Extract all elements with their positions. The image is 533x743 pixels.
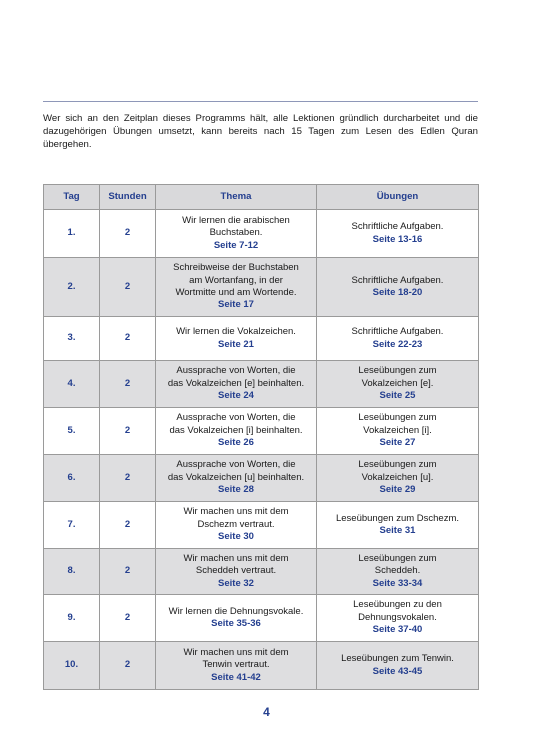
- topic-page-reference: Seite 35-36: [211, 618, 261, 629]
- topic-text-line: Wir lernen die arabischen: [182, 214, 290, 226]
- topic-text-line: Schreibweise der Buchstaben: [173, 262, 299, 274]
- exercise-text-line: Leseübungen zum: [358, 459, 437, 471]
- cell-exercises: [317, 502, 479, 549]
- cell-hours: 2: [100, 210, 156, 258]
- exercise-text-line: Leseübungen zum Tenwin.: [341, 653, 454, 665]
- table-row: [44, 595, 479, 642]
- cell-hours: 2: [100, 502, 156, 549]
- cell-day: 8.: [44, 549, 100, 595]
- topic-text-line: das Vokalzeichen [i] beinhalten.: [169, 424, 303, 436]
- cell-exercises: [317, 408, 479, 455]
- exercise-page-reference: Seite 27: [379, 437, 416, 449]
- cell-exercises: [317, 258, 479, 317]
- table-row: [44, 361, 479, 408]
- cell-topic: [156, 210, 317, 258]
- column-header-topic: Thema: [156, 185, 317, 210]
- cell-exercises: [317, 361, 479, 408]
- table-row: [44, 642, 479, 690]
- cell-exercises: [317, 210, 479, 258]
- topic-text-line: Wir lernen die Vokalzeichen.: [176, 326, 296, 338]
- exercise-text-line: Leseübungen zum: [358, 412, 437, 424]
- cell-hours: 2: [100, 317, 156, 361]
- table-row: [44, 408, 479, 455]
- exercise-page-reference: Seite 37-40: [372, 624, 423, 636]
- topic-text-line: Buchstaben.: [209, 227, 263, 239]
- cell-exercises: [317, 549, 479, 595]
- topic-text-line: Dschezm vertraut.: [197, 518, 275, 530]
- top-divider: [43, 101, 478, 102]
- table-row: [44, 258, 479, 317]
- intro-paragraph: Wer sich an den Zeitplan dieses Programms hält, alle Lektionen gründlich durcharbeitet und die dazugehörigen Übungen umsetzt, kann bereits nach 15 Tagen zum Lesen des Edlen Quran übergehen.: [43, 113, 478, 151]
- topic-page-reference: Seite 21: [218, 338, 254, 350]
- cell-exercises: [317, 595, 479, 642]
- cell-topic: [156, 258, 317, 317]
- topic-page-reference: Seite 17: [218, 299, 254, 311]
- exercise-text-line: Vokalzeichen [u].: [361, 471, 434, 483]
- topic-text-line: Aussprache von Worten, die: [176, 459, 296, 471]
- cell-topic: [156, 549, 317, 595]
- cell-hours: 2: [100, 258, 156, 317]
- cell-topic: [156, 317, 317, 361]
- column-header-hours: Stunden: [100, 185, 156, 210]
- cell-day: 7.: [44, 502, 100, 549]
- topic-text-line: Tenwin vertraut.: [202, 659, 270, 671]
- exercise-text-line: Schriftliche Aufgaben.: [351, 326, 444, 338]
- exercise-page-reference: Seite 22-23: [372, 338, 423, 350]
- topic-text-line: Wir lernen die Dehnungsvokale.: [168, 605, 304, 617]
- topic-page-reference: Seite 41-42: [211, 671, 261, 683]
- table-row: [44, 317, 479, 361]
- cell-hours: 2: [100, 595, 156, 642]
- cell-day: 10.: [44, 642, 100, 690]
- schedule-table: [43, 184, 479, 690]
- exercise-page-reference: Seite 18-20: [372, 287, 423, 298]
- exercise-text-line: Leseübungen zu den: [353, 599, 442, 611]
- cell-day: 5.: [44, 408, 100, 455]
- cell-hours: 2: [100, 361, 156, 408]
- cell-topic: [156, 642, 317, 690]
- table-row: [44, 455, 479, 502]
- exercise-page-reference: Seite 33-34: [372, 577, 423, 589]
- table-row: [44, 210, 479, 258]
- topic-page-reference: Seite 30: [218, 531, 254, 543]
- topic-text-line: Aussprache von Worten, die: [176, 365, 296, 377]
- exercise-text-line: Scheddeh.: [374, 565, 421, 577]
- topic-text-line: das Vokalzeichen [u] beinhalten.: [167, 471, 305, 483]
- exercise-page-reference: Seite 13-16: [372, 233, 423, 245]
- exercise-text-line: Vokalzeichen [i].: [363, 424, 432, 436]
- topic-text-line: Wortmitte und am Wortende.: [175, 287, 297, 298]
- exercise-page-reference: Seite 31: [379, 525, 416, 536]
- exercise-text-line: Vokalzeichen [e].: [361, 377, 434, 389]
- cell-topic: [156, 361, 317, 408]
- exercise-page-reference: Seite 29: [379, 484, 416, 496]
- page-number: 4: [263, 705, 270, 719]
- cell-day: 9.: [44, 595, 100, 642]
- cell-topic: [156, 408, 317, 455]
- exercise-page-reference: Seite 43-45: [372, 665, 423, 677]
- exercise-text-line: Dehnungsvokalen.: [358, 611, 437, 623]
- topic-text-line: am Wortanfang, in der: [189, 274, 283, 286]
- table-header-row: [44, 185, 479, 210]
- cell-hours: 2: [100, 642, 156, 690]
- topic-text-line: Aussprache von Worten, die: [176, 412, 296, 424]
- table-row: [44, 549, 479, 595]
- cell-day: 3.: [44, 317, 100, 361]
- topic-text-line: das Vokalzeichen [e] beinhalten.: [167, 377, 305, 389]
- column-header-exercises: Übungen: [317, 185, 479, 210]
- exercise-text-line: Schriftliche Aufgaben.: [351, 274, 444, 286]
- topic-text-line: Wir machen uns mit dem: [183, 552, 289, 564]
- topic-page-reference: Seite 24: [218, 390, 254, 402]
- topic-page-reference: Seite 7-12: [213, 239, 259, 251]
- cell-hours: 2: [100, 455, 156, 502]
- exercise-text-line: Schriftliche Aufgaben.: [351, 221, 444, 233]
- topic-text-line: Wir machen uns mit dem: [183, 646, 289, 658]
- column-header-day: Tag: [44, 185, 100, 210]
- cell-exercises: [317, 642, 479, 690]
- topic-page-reference: Seite 32: [218, 577, 254, 589]
- table-body: [44, 210, 479, 690]
- exercise-text-line: Leseübungen zum Dschezm.: [335, 512, 460, 524]
- cell-topic: [156, 455, 317, 502]
- cell-topic: [156, 595, 317, 642]
- cell-day: 2.: [44, 258, 100, 317]
- topic-page-reference: Seite 28: [218, 484, 254, 496]
- exercise-page-reference: Seite 25: [379, 390, 416, 402]
- table-row: [44, 502, 479, 549]
- cell-hours: 2: [100, 408, 156, 455]
- exercise-text-line: Leseübungen zum: [358, 365, 437, 377]
- exercise-text-line: Leseübungen zum: [358, 552, 437, 564]
- cell-day: 6.: [44, 455, 100, 502]
- cell-day: 4.: [44, 361, 100, 408]
- topic-text-line: Wir machen uns mit dem: [183, 506, 289, 518]
- cell-hours: 2: [100, 549, 156, 595]
- cell-exercises: [317, 317, 479, 361]
- cell-day: 1.: [44, 210, 100, 258]
- topic-page-reference: Seite 26: [218, 437, 254, 449]
- cell-topic: [156, 502, 317, 549]
- cell-exercises: [317, 455, 479, 502]
- topic-text-line: Scheddeh vertraut.: [195, 565, 277, 577]
